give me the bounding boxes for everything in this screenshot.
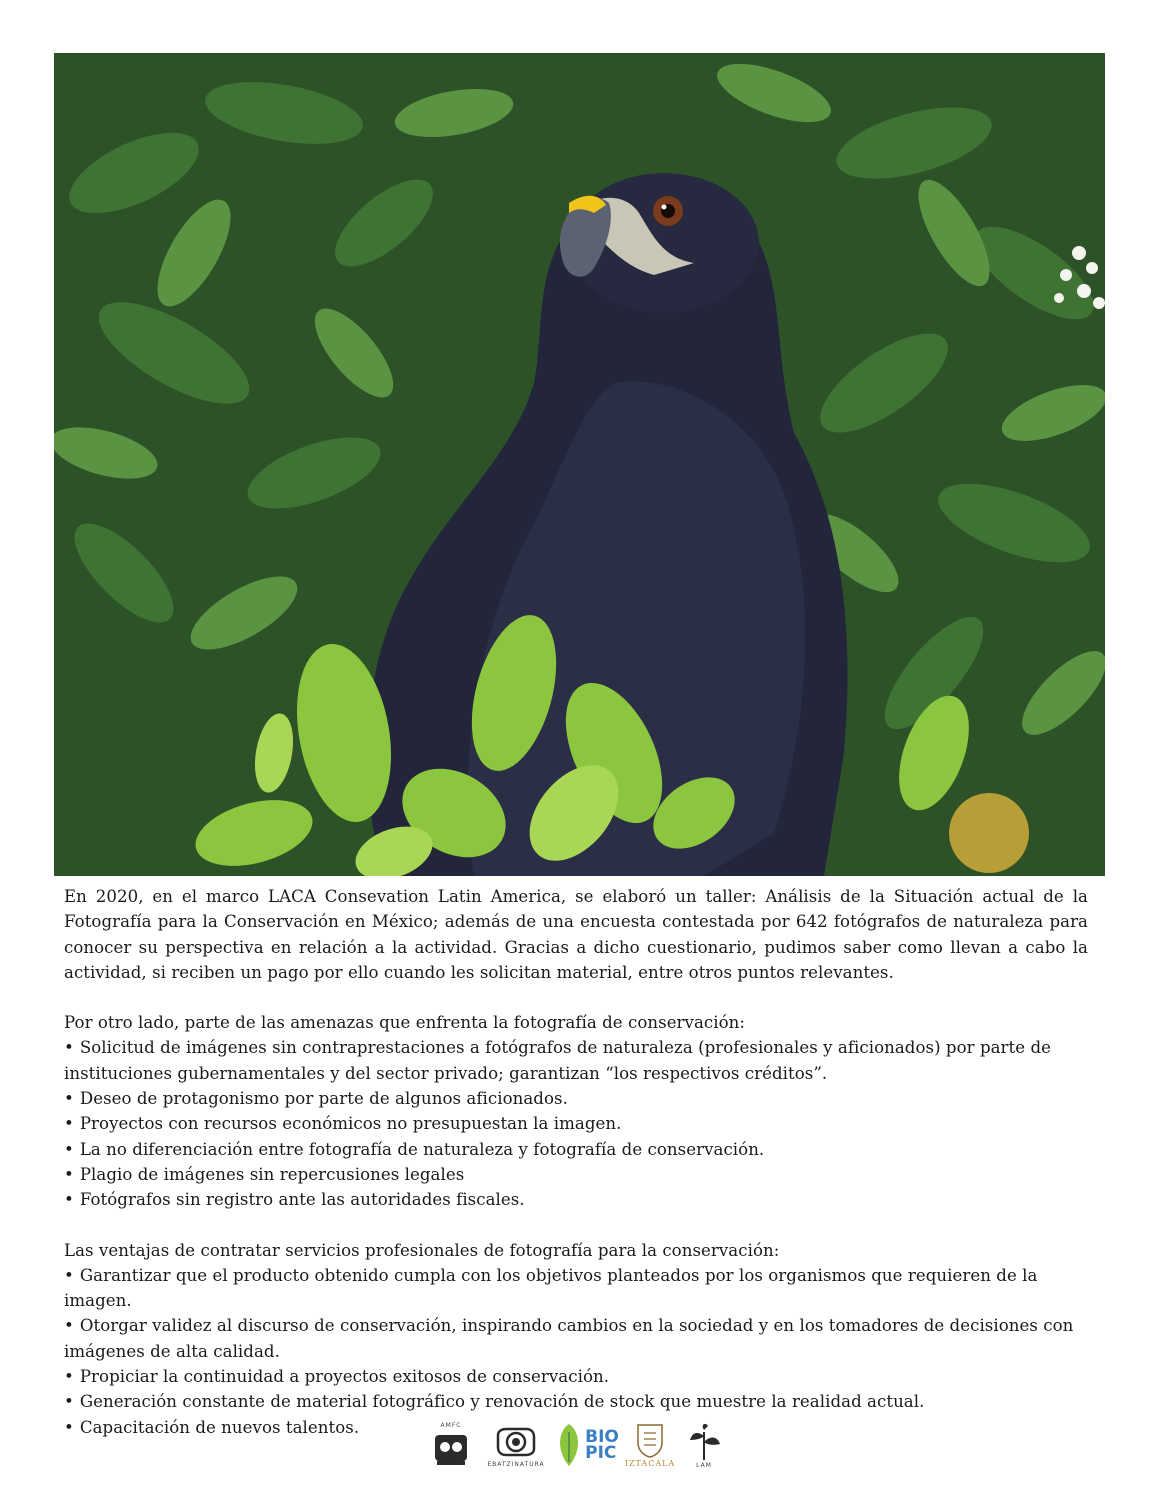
plant-icon: [686, 1422, 722, 1462]
article-body: [64, 884, 1088, 1440]
amfc-emblem-icon: [431, 1429, 471, 1469]
black-hawk-illustration: [54, 53, 1105, 876]
hero-photo: [54, 53, 1105, 876]
list-item: • La no diferenciación entre fotografía de naturaleza y fotografía de conservación.: [64, 1139, 765, 1159]
advantages-heading: Las ventajas de contratar servicios profesionales de fotografía para la conservación:: [64, 1240, 780, 1260]
ebatzinatura-logo: EBATZINATURA: [488, 1412, 544, 1478]
list-item: • Garantizar que el producto obtenido cumpla con los objetivos planteados por los organismos que requieren de la imagen.: [64, 1265, 1038, 1311]
leaf-icon: [553, 1422, 583, 1468]
threats-list: [64, 1035, 1088, 1212]
list-item: • Plagio de imágenes sin repercusiones legales: [64, 1164, 465, 1184]
list-item: • Capacitación de nuevos talentos.: [64, 1417, 360, 1437]
biopic-logo: BIO PIC: [550, 1412, 622, 1478]
list-item: • Generación constante de material fotográfico y renovación de stock que muestre la realidad actual.: [64, 1392, 925, 1412]
list-item: • Propiciar la continuidad a proyectos exitosos de conservación.: [64, 1367, 610, 1387]
iztacala-logo: IZTACALA: [628, 1412, 672, 1478]
list-item: • Otorgar validez al discurso de conservación, inspirando cambios en la sociedad y en los tomadores de decisiones con imágenes de alta calidad.: [64, 1316, 1074, 1361]
camera-icon: [492, 1423, 540, 1461]
list-item: • Proyectos con recursos económicos no presupuestan la imagen.: [64, 1114, 622, 1134]
intro-paragraph: En 2020, en el marco LACA Consevation Latin America, se elaboró un taller: Análisis de la Situación actual de la Fotografía para la Conservación en México; además de una encuesta contestada por 642 fotógrafos de naturaleza para conocer su perspectiva en relación a la actividad. Gracias a dicho cuestionario, pudimos saber como llevan a cabo la actividad, si reciben un pago por ello cuando les solicitan material, entre otros puntos relevantes.: [64, 887, 1088, 982]
list-item: • Solicitud de imágenes sin contraprestaciones a fotógrafos de naturaleza (profesionales y aficionados) por parte de instituciones gubernamentales y del sector privado; garantizan “los respectivos créditos”.: [64, 1038, 1051, 1083]
lam-logo: LAM: [682, 1412, 726, 1478]
list-item: • Deseo de protagonismo por parte de algunos aficionados.: [64, 1089, 568, 1109]
amfc-logo: AMFC: [428, 1412, 474, 1478]
university-shield-icon: [635, 1423, 665, 1459]
sponsor-logos: [428, 1412, 728, 1478]
threats-heading: Por otro lado, parte de las amenazas que enfrenta la fotografía de conservación:: [64, 1013, 746, 1033]
list-item: • Fotógrafos sin registro ante las autoridades fiscales.: [64, 1190, 525, 1210]
